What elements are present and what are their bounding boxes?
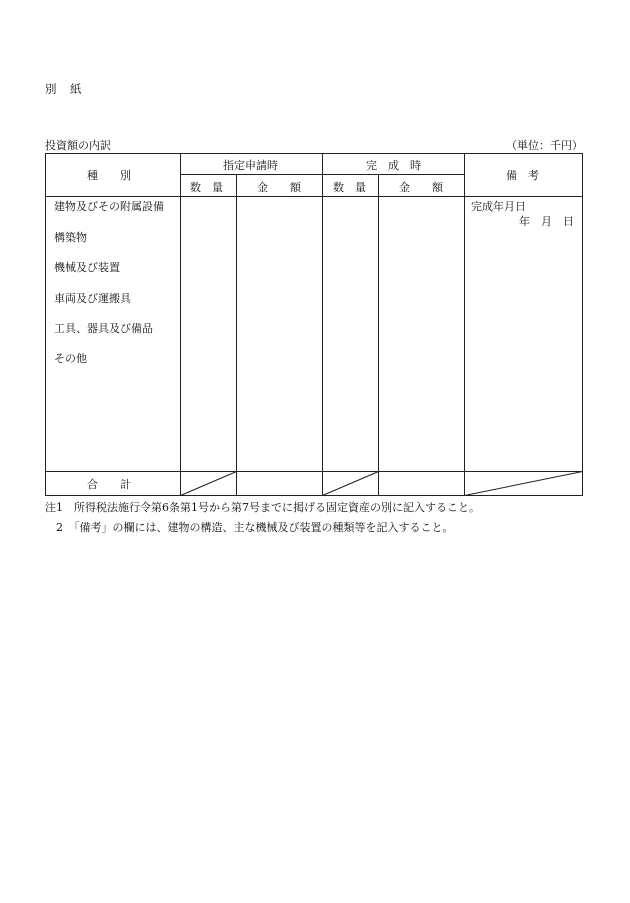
unit-label: （単位：千円） (506, 139, 583, 152)
slash-remarks (465, 472, 583, 496)
document-label: 別 紙 (45, 82, 83, 96)
slash-designated-qty (181, 472, 237, 496)
row-buildings: 建物及びその附属設備 (54, 200, 164, 213)
header-completed-amount: 金 額 (399, 181, 443, 194)
total-label: 合 計 (87, 478, 131, 491)
row-machinery: 機械及び装置 (54, 261, 120, 274)
header-category: 種 別 (87, 169, 131, 182)
header-designated-quantity: 数 量 (190, 181, 223, 194)
header-completed: 完 成 時 (366, 159, 421, 172)
slash-completed-qty (323, 472, 379, 496)
row-other: その他 (54, 352, 87, 365)
header-completed-quantity: 数 量 (333, 181, 366, 194)
section-title: 投資額の内訳 (45, 139, 111, 152)
row-structures: 構築物 (54, 231, 87, 244)
investment-table (45, 153, 583, 496)
header-designated: 指定申請時 (223, 159, 278, 172)
header-designated-amount: 金 額 (257, 181, 301, 194)
notes (45, 498, 480, 538)
note-2: 2 「備考」の欄には、建物の構造、主な機械及び装置の種類等を記入すること。 (45, 521, 454, 534)
row-tools: 工具、器具及び備品 (54, 322, 153, 335)
note-1: 注1 所得税法施行令第6条第1号から第7号までに掲げる固定資産の別に記入すること。 (45, 501, 480, 514)
row-vehicles: 車両及び運搬具 (54, 292, 131, 305)
remarks-completion-date-label: 完成年月日 (471, 200, 526, 213)
header-remarks: 備 考 (506, 169, 539, 182)
remarks-date-placeholder: 年 月 日 (519, 215, 574, 228)
